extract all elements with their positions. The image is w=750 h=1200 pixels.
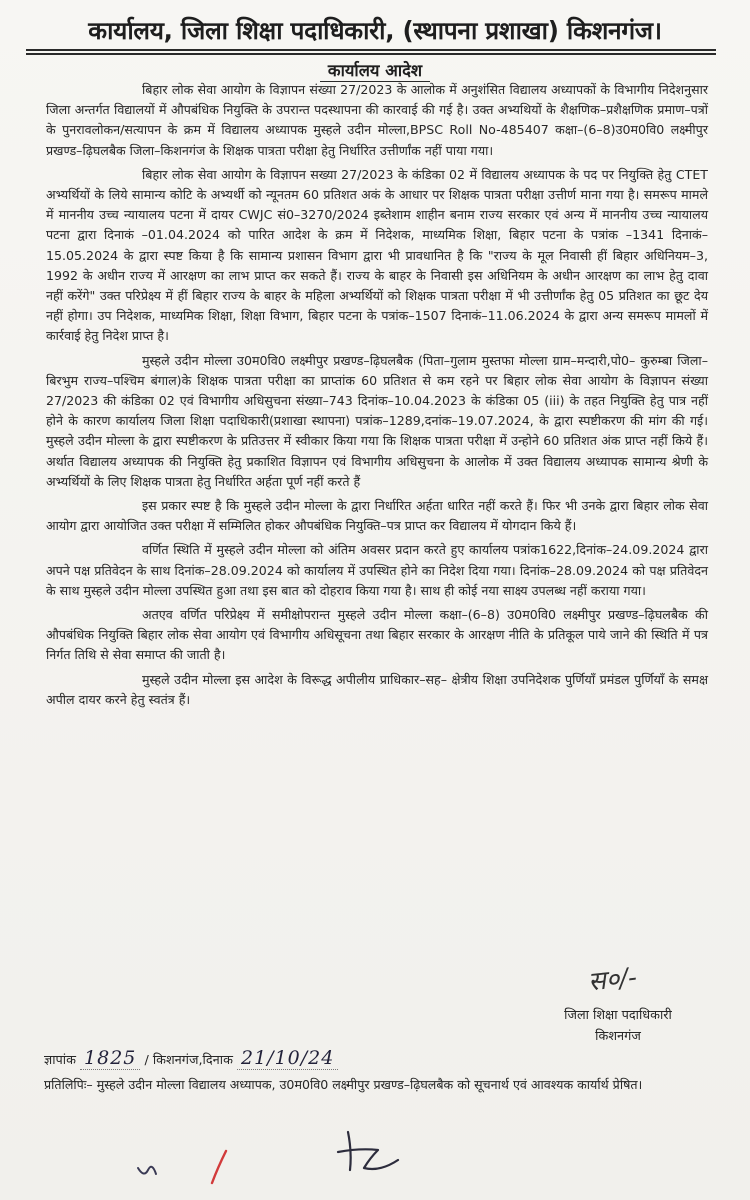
memo-place-date-label: / किशनगंज,दिनाक	[144, 1053, 233, 1068]
memo-label: ज्ञापांक	[44, 1053, 76, 1068]
title-underline-top	[26, 49, 716, 51]
memo-line	[44, 1047, 338, 1070]
handwritten-tick-mark	[130, 1148, 190, 1188]
signature-mark: स०/-	[586, 962, 639, 998]
copy-text: मुस्हले उदीन मोल्ला विद्यालय अध्यापक, उ0म0वि0 लक्ष्मीपुर प्रखण्ड–ढ़िघलबैक को सूचनार्थ एवं आवश्यक कार्यार्थ प्रेषित।	[96, 1077, 643, 1092]
signatory-designation: जिला शिक्षा पदाधिकारी	[564, 1008, 672, 1023]
copy-label: प्रतिलिपिः–	[44, 1077, 93, 1092]
handwritten-initials	[330, 1122, 410, 1182]
paragraph-7: मुस्हले उदीन मोल्ला इस आदेश के विरूद्ध अपीलीय प्राधिकार–सह– क्षेत्रीय शिक्षा उपनिदेशक पुर्णियाँ प्रमंडल पुर्णियाँ के समक्ष अपील दायर करने हेतु स्वतंत्र हैं।	[46, 671, 708, 707]
office-title: कार्यालय, जिला शिक्षा पदाधिकारी, (स्थापना प्रशाखा) किशनगंज।	[88, 16, 662, 45]
order-body	[46, 80, 708, 714]
paragraph-2: बिहार लोक सेवा आयोग के विज्ञापन सख्या 27/2023 के कंडिका 02 में विद्यालय अध्यापक के पद पर नियुक्ति हेतु CTET अभ्यर्थियों के लिये सामान्य कोटि के अभ्यर्थी को न्यूनतम 60 प्रतिशत अकं के आधार पर शिक्षक पात्रता परीक्षा उत्तीर्ण माना गया है। समरूप मामले में माननीय उच्च न्यायालय पटना में दायर CWJC सं0–3270/2024 इब्तेशाम शाहीन बनाम राज्य सरकार एवं अन्य में माननीय उच्च न्यायालय पटना द्वारा दिनाकं –01.04.2024 को पारित आदेश के क्रम में निदेशक, माध्यमिक शिक्षा, बिहार पटना के पत्रांक –1341 दिनाकं–15.05.2024 के द्वारा स्पष्ट किया है कि सामान्य प्रशासन विभाग द्वारा भी प्रावधानित है कि "राज्य के मूल निवासी हीं बिहार अधिनियम–3, 1992 के अधीन राज्य में आरक्षण का लाभ प्राप्त कर सकते हैं। राज्य के बाहर के निवासी इस अधिनियम के अधीन आरक्षण का लाभ हेतु दावा नहीं करेंगे" उक्त परिप्रेक्ष्य में हीं बिहार राज्य के बाहर के महिला अभ्यर्थियों को शिक्षक पात्रता परीक्षा में भी उत्तीर्णांक हेतु 05 प्रतिशत का छूट देय नहीं होगा। उप निदेशक, माध्यमिक शिक्षा, शिक्षा विभाग, बिहार पटना के पत्रांक–1507 दिनाकं–11.06.2024 के द्वारा अन्य समरूप मामलों में कार्रवाई हेतु निदेश प्राप्त है।	[46, 166, 708, 344]
order-heading	[0, 58, 750, 81]
paragraph-5: वर्णित स्थिति में मुस्हले उदीन मोल्ला को अंतिम अवसर प्रदान करते हुए कार्यालय पत्रांक1622,दिनांक–24.09.2024 द्वारा अपने पक्ष प्रतिवेदन के साथ दिनांक–28.09.2024 को कार्यालय में उपस्थित होने का निदेश दिया गया। दिनांक–28.09.2024 को पक्ष प्रतिवेदन के साथ मुस्हले उदीन मोल्ला उपस्थित हुआ तथा इस बात को दोहराव किया गया है। साथ ही कोई नया साक्ष्य उपलब्ध नहीं कराया गया।	[46, 542, 708, 598]
signatory-place: किशनगंज	[595, 1029, 641, 1044]
paragraph-6: अतएव वर्णित परिप्रेक्ष्य में समीक्षोपरान्त मुस्हले उदीन मोल्ला कक्षा–(6–8) उ0म0वि0 लक्ष्मीपुर प्रखण्ड–ढ़िघलबैक की औपबंधिक नियुक्ति बिहार लोक सेवा आयोग एवं विभागीय अधिसूचना तथा बिहार सरकार के आरक्षण नीति के प्रतिकूल पाये जाने की स्थिति में पत्र निर्गत तिथि से सेवा समाप्त की जाती है।	[46, 607, 708, 663]
memo-date: 21/10/24	[237, 1047, 338, 1070]
red-ink-stroke	[200, 1145, 240, 1190]
paragraph-3: मुस्हले उदीन मोल्ला उ0म0वि0 लक्ष्मीपुर प्रखण्ड–ढ़िघलबैक (पिता–गुलाम मुस्तफा मोल्ला ग्राम–मन्दारी,पो0– कुरुम्बा जिला–बिरभुम राज्य–पश्चिम बंगाल)के शिक्षक पात्रता परीक्षा का प्राप्तांक 60 प्रतिशत से कम रहने पर बिहार लोक सेवा आयोग के विज्ञापन संख्या 27/2023 की कंडिका 02 एवं विभागीय अधिसुचना संख्या–743 दिनांक–10.04.2023 के कंडिका 05 (iii) के तहत नियुक्ति हेतु पात्र नहीं होने के कारण कार्यालय जिला शिक्षा पदाधिकारी(प्रशाखा स्थापना) पत्रांक–1289,दनांक–19.07.2024, के द्वारा स्पष्टीकरण की मांग की गई। मुस्हले उदीन मोल्ला के द्वारा स्पष्टीकरण के प्रतिउत्तर में स्वीकार किया गया कि शिक्षक पात्रता परीक्षा में उन्होने 60 प्रतिशत अंक प्राप्त नहीं किये हैं। अर्थात विद्यालय अध्यापक की नियुक्ति हेतु प्रकाशित विज्ञापन एवं विभागीय अधिसुचना के आलोक में उक्त विद्यालय अध्यापक सामान्य श्रेणी के अभ्यर्थियों के लिए शिक्षक पात्रता हेतु निर्धारित अर्हता पूर्ण नहीं करते हैं	[46, 352, 708, 489]
paragraph-4: इस प्रकार स्पष्ट है कि मुस्हले उदीन मोल्ला के द्वारा निर्धारित अर्हता धारित नहीं करते हैं। फिर भी उनके द्वारा बिहार लोक सेवा आयोग द्वारा आयोजित उक्त परीक्षा में सम्मिलित होकर औपबंधिक नियुक्ति–पत्र प्राप्त कर विद्यालय में योगदान किये हैं।	[46, 498, 708, 534]
copy-to	[44, 1075, 714, 1094]
paragraph-1: बिहार लोक सेवा आयोग के विज्ञापन संख्या 27/2023 के आलोक में अनुशंसित विद्यालय अध्यापकों के विभागीय निदेशनुसार जिला अन्तर्गत विद्यालयों में औपबंधिक नियुक्ति के उपरान्त पदस्थापना की कारवाई की गई है। उक्त अभ्यथियों के शैक्षणिक–प्रशैक्षणिक प्रमाण–पत्रों के पुनरावलोकन/सत्यापन के क्रम में विद्यालय अध्यापक मुस्हले उदीन मोल्ला,BPSC Roll No-485407 कक्षा–(6–8)उ0म0वि0 लक्ष्मीपुर प्रखण्ड–ढ़िघलबैक जिला–किशनगंज के शिक्षक पात्रता परीक्षा हेतु निर्धारित उत्तीर्णांक नहीं पाया गया।	[46, 82, 709, 158]
title-underline-bottom	[26, 53, 716, 55]
order-title: कार्यालय आदेश	[320, 61, 430, 82]
memo-number: 1825	[80, 1047, 140, 1070]
signature-block	[518, 1005, 718, 1047]
